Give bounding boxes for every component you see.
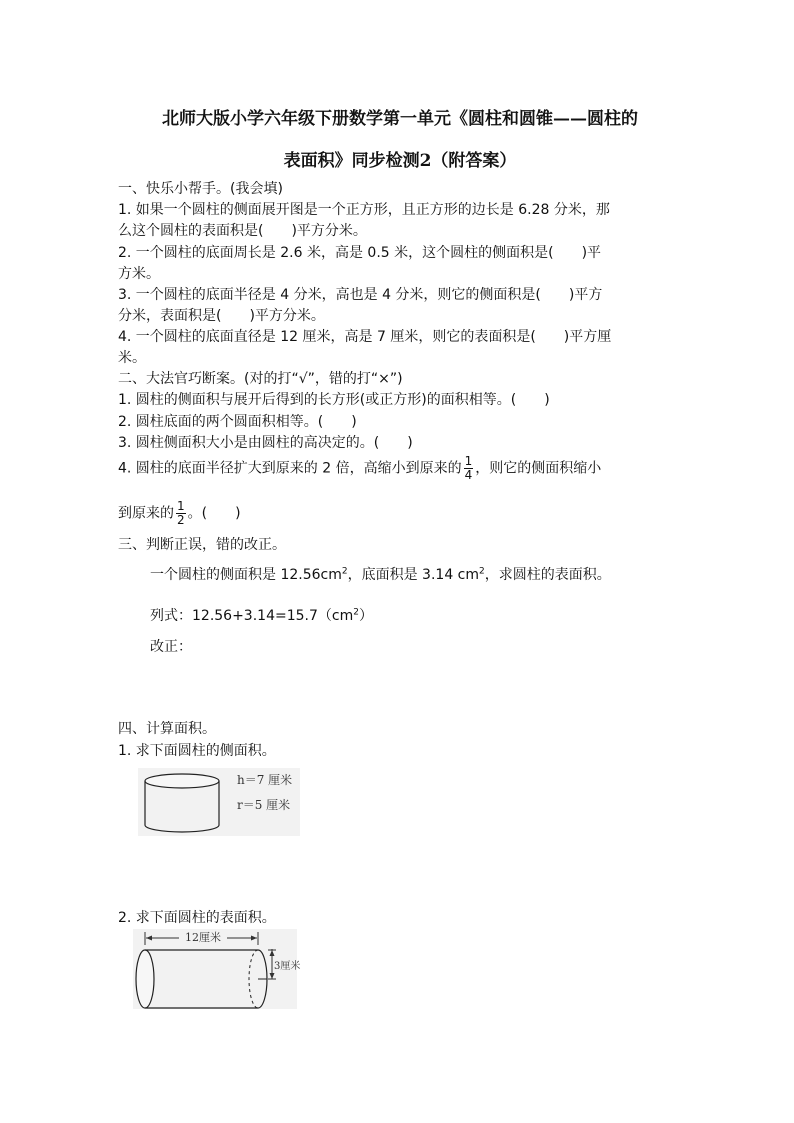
cylinder-radius-label: 3厘米 (274, 961, 301, 972)
cylinder-height-label: h＝7 厘米 (237, 773, 293, 787)
section1-q3-line2: 分米，表面积是( )平方分米。 (118, 308, 325, 324)
section1-q1-line2: 么这个圆柱的表面积是( )平方分米。 (118, 223, 367, 239)
section3-correction-label: 改正： (150, 639, 192, 655)
superscript: 2 (479, 566, 485, 577)
cylinder-figure-2 (133, 929, 301, 1009)
fraction-denominator: 4 (464, 468, 473, 482)
section3-problem-c: ，求圆柱的表面积。 (484, 567, 611, 583)
section2-q3: 3. 圆柱侧面积大小是由圆柱的高决定的。( ) (118, 435, 413, 451)
section2-q4-text-post: ，则它的侧面积缩小 (475, 460, 602, 477)
fraction-one-quarter (464, 455, 474, 482)
section1-q2-line2: 方米。 (118, 266, 160, 282)
fraction-one-half (176, 500, 186, 527)
section3-problem-b: ，底面积是 3.14 cm (347, 567, 480, 583)
section3-problem-a: 一个圆柱的侧面积是 12.56cm (150, 567, 342, 583)
section1-q1-line1: 1. 如果一个圆柱的侧面展开图是一个正方形，且正方形的边长是 6.28 分米，那 (118, 202, 610, 218)
cylinder-length-label: 12厘米 (185, 931, 221, 944)
section1-q4-line2: 米。 (118, 350, 146, 366)
fraction-denominator: 2 (177, 513, 185, 527)
superscript: 2 (353, 607, 359, 618)
section3-formula-text: 列式：12.56+3.14=15.7（cm (150, 608, 354, 624)
section2-q4-line2 (118, 500, 241, 527)
section2-q4-line1 (118, 455, 601, 482)
section3-heading: 三、判断正误，错的改正。 (118, 537, 286, 553)
page-title-line2: 表面积》同步检测2（附答案） (283, 151, 517, 171)
cylinder-radius-label: r＝5 厘米 (237, 798, 291, 812)
section1-q3-line1: 3. 一个圆柱的底面半径是 4 分米，高也是 4 分米，则它的侧面积是( )平方 (118, 287, 603, 303)
section2-q2: 2. 圆柱底面的两个圆面积相等。( ) (118, 414, 357, 430)
section1-q2-line1: 2. 一个圆柱的底面周长是 2.6 米，高是 0.5 米，这个圆柱的侧面积是( )平 (118, 245, 602, 261)
section4-q1: 1. 求下面圆柱的侧面积。 (118, 743, 276, 759)
fraction-numerator: 1 (464, 454, 473, 468)
section1-q4-line1: 4. 一个圆柱的底面直径是 12 厘米，高是 7 厘米，则它的表面积是( )平方厘 (118, 329, 612, 345)
section3-formula-end: ） (358, 608, 373, 624)
section2-q4b-text-post: 。( ) (187, 505, 241, 522)
section2-heading: 二、大法官巧断案。(对的打“√”，错的打“×”) (118, 371, 403, 387)
section1-heading: 一、快乐小帮手。(我会填) (118, 181, 283, 197)
section3-formula (150, 607, 373, 626)
page-title-line1: 北师大版小学六年级下册数学第一单元《圆柱和圆锥——圆柱的 (162, 109, 638, 129)
section3-problem (150, 566, 611, 585)
cylinder-figure-1 (138, 768, 300, 836)
superscript: 2 (341, 566, 348, 577)
section2-q4-text-pre: 4. 圆柱的底面半径扩大到原来的 2 倍，高缩小到原来的 (118, 460, 462, 477)
section4-q2: 2. 求下面圆柱的表面积。 (118, 910, 276, 926)
section2-q1: 1. 圆柱的侧面积与展开后得到的长方形(或正方形)的面积相等。( ) (118, 392, 550, 408)
fraction-numerator: 1 (177, 499, 185, 513)
section2-q4b-text-pre: 到原来的 (118, 505, 174, 522)
section4-heading: 四、计算面积。 (118, 721, 216, 737)
